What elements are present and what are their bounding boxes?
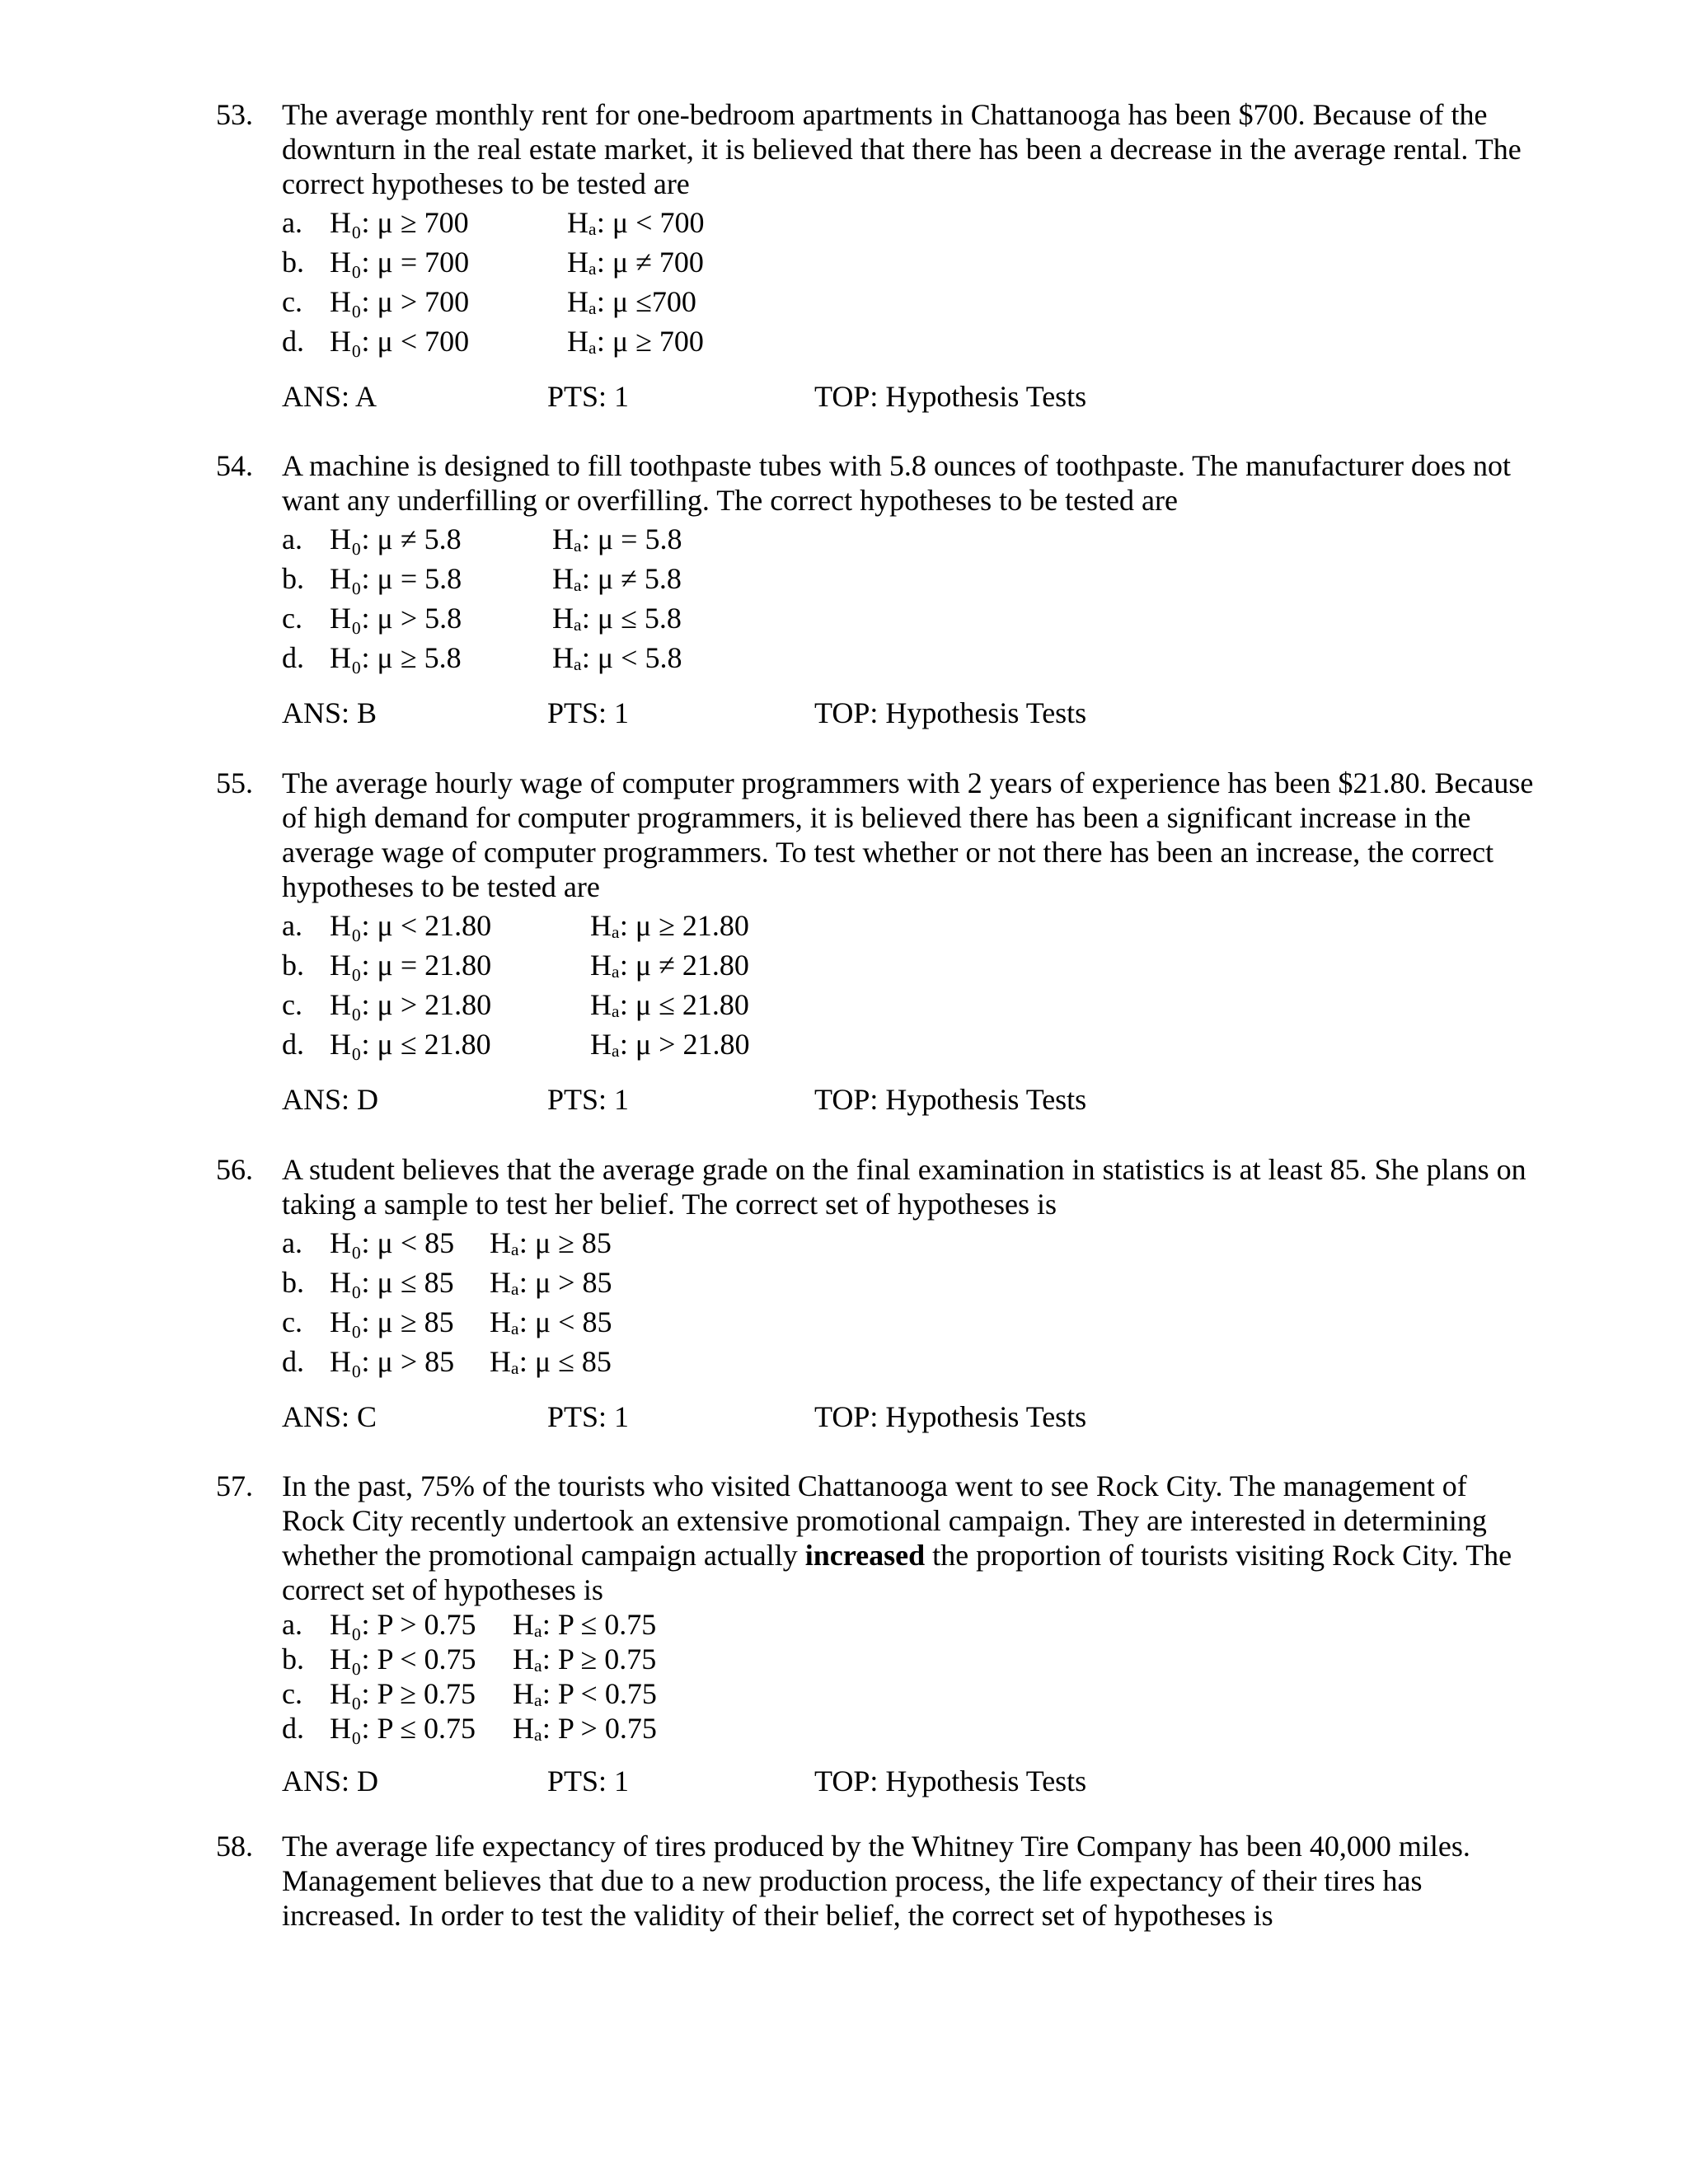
alt-hypothesis: Hₐ: μ > 85: [490, 1266, 612, 1299]
answer: ANS: C: [282, 1400, 377, 1433]
option-b: [282, 559, 1535, 598]
options-list: [282, 203, 1535, 361]
alt-hypothesis: Hₐ: μ = 5.8: [552, 523, 682, 555]
option-label: d.: [282, 325, 304, 358]
null-hypothesis: H₀: P ≥ 0.75: [330, 1677, 476, 1710]
option-label: c.: [282, 988, 302, 1021]
option-a: [282, 519, 1535, 559]
answer-meta: [282, 696, 1535, 730]
options-list: [282, 1223, 1535, 1381]
alt-hypothesis: Hₐ: μ ≤700: [567, 285, 696, 318]
question-number: 57.: [216, 1469, 253, 1502]
alt-hypothesis: Hₐ: μ < 5.8: [552, 641, 682, 674]
option-b: [282, 1642, 1535, 1676]
question-text-start: In the past, 75% of the tourists who visited Chattanooga went to see Rock City. The management of Rock City recently undertook an extensive promotional campaign. They are interested in determining whether the promotional campaign actually: [282, 1469, 1487, 1572]
points: PTS: 1: [547, 380, 630, 413]
null-hypothesis: H₀: μ > 21.80: [330, 988, 492, 1021]
question-number: 54.: [216, 449, 253, 482]
alt-hypothesis: Hₐ: P ≥ 0.75: [513, 1643, 657, 1675]
alt-hypothesis: Hₐ: μ < 85: [490, 1305, 612, 1338]
option-d: [282, 1342, 1535, 1381]
alt-hypothesis: Hₐ: μ ≥ 21.80: [590, 909, 749, 942]
question-58: [216, 1829, 1535, 1933]
option-label: d.: [282, 641, 304, 674]
null-hypothesis: H₀: μ ≥ 700: [330, 206, 469, 239]
option-c: [282, 985, 1535, 1024]
option-c: [282, 1302, 1535, 1342]
null-hypothesis: H₀: μ ≥ 85: [330, 1305, 454, 1338]
alt-hypothesis: Hₐ: μ ≥ 85: [490, 1226, 612, 1259]
options-list: [282, 906, 1535, 1064]
alt-hypothesis: Hₐ: μ ≥ 700: [567, 325, 704, 358]
null-hypothesis: H₀: μ ≤ 21.80: [330, 1028, 491, 1061]
question-text: [282, 1469, 1535, 1607]
topic: TOP: Hypothesis Tests: [814, 380, 1087, 413]
option-c: [282, 598, 1535, 638]
option-d: [282, 321, 1535, 361]
option-label: c.: [282, 1305, 302, 1338]
option-label: a.: [282, 1226, 302, 1259]
alt-hypothesis: Hₐ: μ ≠ 5.8: [552, 562, 682, 595]
question-text: The average monthly rent for one-bedroom apartments in Chattanooga has been $700. Because of the downturn in the real estate market, it is believed that there has been a decrease in the average rental. The correct hypotheses to be tested are: [282, 98, 1522, 200]
topic: TOP: Hypothesis Tests: [814, 1083, 1087, 1116]
alt-hypothesis: Hₐ: μ ≠ 700: [567, 246, 704, 279]
option-c: [282, 282, 1535, 321]
question-57: [216, 1469, 1535, 1798]
null-hypothesis: H₀: μ ≤ 85: [330, 1266, 454, 1299]
option-b: [282, 242, 1535, 282]
answer-meta: [282, 1764, 1535, 1798]
null-hypothesis: H₀: μ > 5.8: [330, 602, 462, 635]
alt-hypothesis: Hₐ: P ≤ 0.75: [513, 1608, 657, 1641]
alt-hypothesis: Hₐ: P < 0.75: [513, 1677, 657, 1710]
null-hypothesis: H₀: P > 0.75: [330, 1608, 476, 1641]
option-label: c.: [282, 1677, 302, 1710]
points: PTS: 1: [547, 1400, 630, 1433]
option-label: b.: [282, 562, 304, 595]
option-label: d.: [282, 1345, 304, 1378]
option-a: [282, 1223, 1535, 1263]
options-list: [282, 519, 1535, 677]
option-label: b.: [282, 246, 304, 279]
option-a: [282, 1607, 1535, 1642]
question-53: [216, 97, 1535, 414]
option-label: a.: [282, 1608, 302, 1641]
answer-meta: [282, 379, 1535, 414]
null-hypothesis: H₀: μ < 21.80: [330, 909, 492, 942]
question-number: 56.: [216, 1153, 253, 1186]
question-55: [216, 766, 1535, 1117]
null-hypothesis: H₀: μ = 21.80: [330, 949, 492, 982]
option-c: [282, 1676, 1535, 1711]
alt-hypothesis: Hₐ: μ ≤ 21.80: [590, 988, 749, 1021]
question-text: A machine is designed to fill toothpaste tubes with 5.8 ounces of toothpaste. The manufacturer does not want any underfilling or overfilling. The correct hypotheses to be tested are: [282, 449, 1512, 517]
null-hypothesis: H₀: μ > 85: [330, 1345, 455, 1378]
points: PTS: 1: [547, 1083, 630, 1116]
points: PTS: 1: [547, 696, 630, 729]
question-number: 55.: [216, 766, 253, 799]
options-list: [282, 1607, 1535, 1746]
answer: ANS: D: [282, 1765, 379, 1797]
question-text-emphasis: increased: [804, 1539, 926, 1572]
option-label: b.: [282, 1266, 304, 1299]
question-text: A student believes that the average grade on the final examination in statistics is at least 85. She plans on taking a sample to test her belief. The correct set of hypotheses is: [282, 1153, 1526, 1221]
question-56: [216, 1152, 1535, 1434]
answer: ANS: B: [282, 696, 377, 729]
topic: TOP: Hypothesis Tests: [814, 1765, 1087, 1797]
question-number: 53.: [216, 98, 253, 131]
answer-meta: [282, 1082, 1535, 1117]
option-d: [282, 638, 1535, 677]
null-hypothesis: H₀: μ > 700: [330, 285, 470, 318]
null-hypothesis: H₀: μ ≥ 5.8: [330, 641, 462, 674]
option-label: b.: [282, 1643, 304, 1675]
question-text-end: the proportion of tourists visiting Rock City. The correct set of hypotheses is: [282, 1539, 1512, 1606]
alt-hypothesis: Hₐ: μ < 700: [567, 206, 705, 239]
question-text: The average hourly wage of computer programmers with 2 years of experience has been $21.80. Because of high demand for computer programmers, it is believed there has been a significant increase in the average wage of computer programmers. To test whether or not there has been an increase, the correct hypotheses to be tested are: [282, 766, 1534, 903]
null-hypothesis: H₀: μ < 85: [330, 1226, 455, 1259]
option-label: b.: [282, 949, 304, 982]
question-text: The average life expectancy of tires produced by the Whitney Tire Company has been 40,000 miles. Management believes that due to a new production process, the life expectancy of their tires has increased. In order to test the validity of their belief, the correct set of hypotheses is: [282, 1830, 1470, 1932]
option-b: [282, 1263, 1535, 1302]
alt-hypothesis: Hₐ: μ ≤ 85: [490, 1345, 612, 1378]
null-hypothesis: H₀: μ < 700: [330, 325, 470, 358]
answer: ANS: A: [282, 380, 377, 413]
question-number: 58.: [216, 1830, 253, 1863]
alt-hypothesis: Hₐ: P > 0.75: [513, 1712, 657, 1745]
topic: TOP: Hypothesis Tests: [814, 1400, 1087, 1433]
points: PTS: 1: [547, 1765, 630, 1797]
topic: TOP: Hypothesis Tests: [814, 696, 1087, 729]
null-hypothesis: H₀: P < 0.75: [330, 1643, 476, 1675]
option-label: c.: [282, 285, 302, 318]
option-label: a.: [282, 909, 302, 942]
option-label: d.: [282, 1712, 304, 1745]
option-label: a.: [282, 523, 302, 555]
option-b: [282, 945, 1535, 985]
null-hypothesis: H₀: P ≤ 0.75: [330, 1712, 476, 1745]
option-label: d.: [282, 1028, 304, 1061]
option-d: [282, 1024, 1535, 1064]
option-label: a.: [282, 206, 302, 239]
null-hypothesis: H₀: μ = 700: [330, 246, 470, 279]
alt-hypothesis: Hₐ: μ ≤ 5.8: [552, 602, 682, 635]
alt-hypothesis: Hₐ: μ ≠ 21.80: [590, 949, 749, 982]
option-a: [282, 906, 1535, 945]
answer: ANS: D: [282, 1083, 379, 1116]
null-hypothesis: H₀: μ = 5.8: [330, 562, 462, 595]
option-d: [282, 1711, 1535, 1746]
option-label: c.: [282, 602, 302, 635]
question-54: [216, 448, 1535, 730]
option-a: [282, 203, 1535, 242]
answer-meta: [282, 1399, 1535, 1434]
null-hypothesis: H₀: μ ≠ 5.8: [330, 523, 462, 555]
alt-hypothesis: Hₐ: μ > 21.80: [590, 1028, 750, 1061]
